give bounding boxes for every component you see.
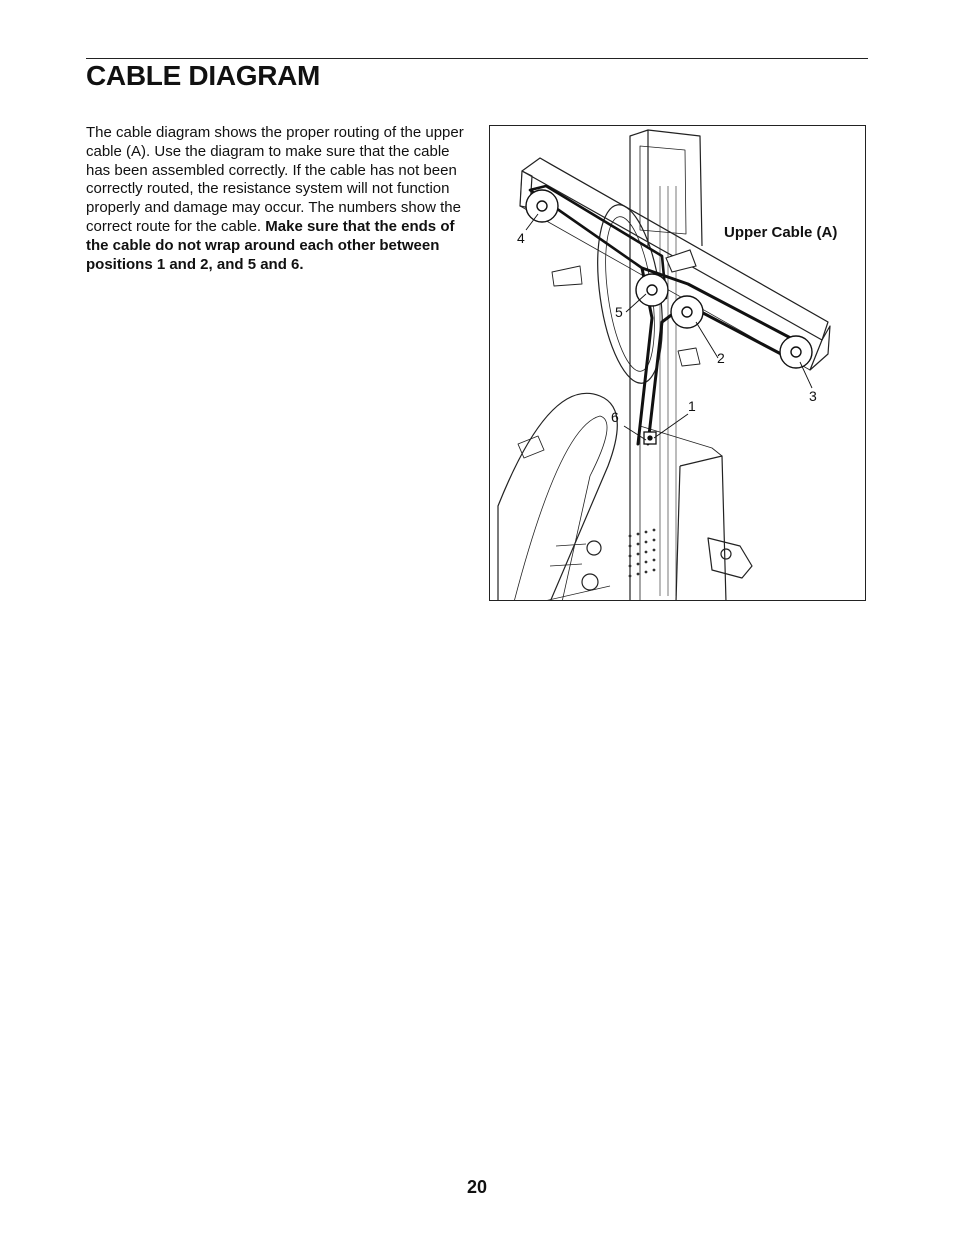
warning-text: Make sure that the ends of the cable do not wrap around each other between positions 1 and 2, and 5 and 6. <box>86 217 455 273</box>
callout-3: 3 <box>809 388 817 404</box>
page-number: 20 <box>466 1177 488 1197</box>
callout-6: 6 <box>611 409 619 425</box>
callout-5: 5 <box>615 304 623 320</box>
instructions-paragraph <box>86 124 466 274</box>
upper-cable-label: Upper Cable (A) <box>724 224 838 241</box>
callout-4: 4 <box>517 230 525 246</box>
callout-1: 1 <box>688 398 696 414</box>
cable-routing-illustration <box>490 126 866 601</box>
callout-2: 2 <box>717 350 725 366</box>
page-title: CABLE DIAGRAM <box>86 60 321 91</box>
cable-diagram-figure <box>489 125 866 601</box>
header-rule <box>86 58 868 59</box>
instructions-text: The cable diagram shows the proper routing of the upper cable (A). Use the diagram to make sure that the cable has been assembled correctly. If the cable has not been correctly routed, the resistance system will not function properly and damage may occur. The numbers show the correct route for the cable. <box>86 124 464 235</box>
